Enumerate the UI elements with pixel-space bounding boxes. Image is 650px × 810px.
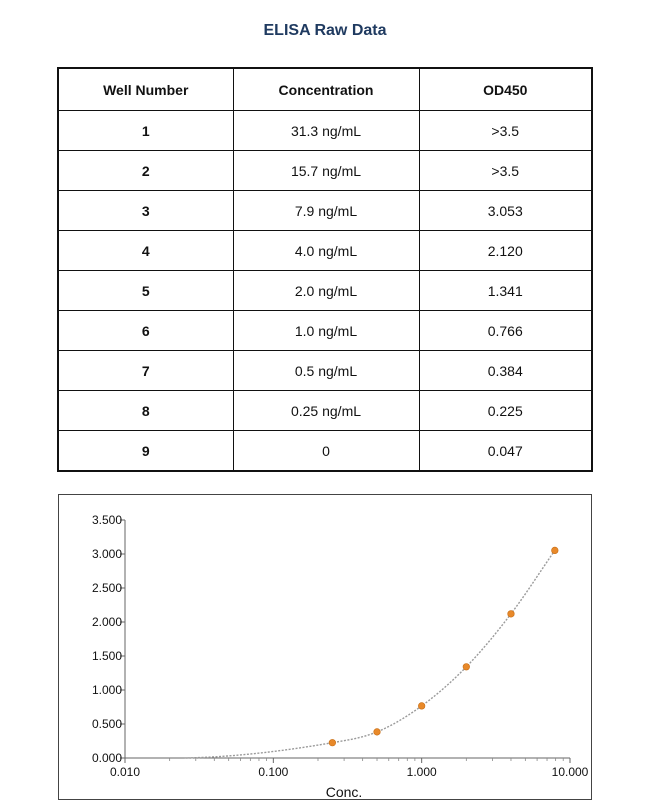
y-tick-label: 2.000 (91, 615, 122, 629)
y-tick-label: 3.000 (91, 547, 122, 561)
od450-cell: 0.047 (419, 431, 592, 472)
data-point (552, 547, 559, 554)
elisa-data-table (57, 67, 593, 472)
well-number-cell: 4 (58, 231, 233, 271)
well-number-cell: 7 (58, 351, 233, 391)
y-tick-label: 0.500 (91, 717, 122, 731)
data-point (463, 664, 470, 671)
od450-cell: 0.384 (419, 351, 592, 391)
fit-curve (184, 550, 555, 758)
od450-cell: 0.225 (419, 391, 592, 431)
standard-curve-chart (58, 494, 592, 800)
well-number-cell: 5 (58, 271, 233, 311)
well-number-cell: 6 (58, 311, 233, 351)
concentration-cell: 4.0 ng/mL (233, 231, 419, 271)
data-point (508, 611, 515, 618)
data-point (374, 729, 381, 736)
table-row (58, 151, 592, 191)
y-tick-label: 3.500 (91, 513, 122, 527)
table-row (58, 111, 592, 151)
well-number-cell: 3 (58, 191, 233, 231)
x-tick-label: 1.000 (406, 765, 437, 779)
table-row (58, 391, 592, 431)
concentration-cell: 31.3 ng/mL (233, 111, 419, 151)
od450-cell: >3.5 (419, 111, 592, 151)
x-tick-label: 10.000 (551, 765, 589, 779)
data-points (329, 547, 558, 746)
chart-axes (92, 513, 589, 779)
x-axis-label: Conc. (325, 784, 363, 799)
x-tick-label: 0.010 (109, 765, 141, 779)
data-point (329, 739, 336, 746)
standard-curve-plot (59, 495, 591, 799)
concentration-cell: 15.7 ng/mL (233, 151, 419, 191)
concentration-cell: 2.0 ng/mL (233, 271, 419, 311)
well-number-cell: 9 (58, 431, 233, 472)
table-row (58, 351, 592, 391)
y-tick-label: 2.500 (91, 581, 122, 595)
table-row (58, 271, 592, 311)
page-title: ELISA Raw Data (263, 22, 387, 39)
y-tick-label: 1.500 (91, 649, 122, 663)
y-tick-label: 0.000 (91, 751, 122, 765)
table-row (58, 231, 592, 271)
well-number-cell: 8 (58, 391, 233, 431)
concentration-cell: 7.9 ng/mL (233, 191, 419, 231)
od450-cell: >3.5 (419, 151, 592, 191)
y-tick-label: 1.000 (91, 683, 122, 697)
data-point (418, 703, 425, 710)
table-row (58, 191, 592, 231)
x-tick-label: 0.100 (258, 765, 289, 779)
header-well-number: Well Number (58, 68, 233, 111)
od450-cell: 0.766 (419, 311, 592, 351)
concentration-cell: 1.0 ng/mL (233, 311, 419, 351)
concentration-cell: 0 (233, 431, 419, 472)
table-header-row (58, 68, 592, 111)
od450-cell: 2.120 (419, 231, 592, 271)
header-od450: OD450 (419, 68, 592, 111)
header-concentration: Concentration (233, 68, 419, 111)
table-row (58, 431, 592, 472)
well-number-cell: 2 (58, 151, 233, 191)
concentration-cell: 0.25 ng/mL (233, 391, 419, 431)
od450-cell: 1.341 (419, 271, 592, 311)
well-number-cell: 1 (58, 111, 233, 151)
table-row (58, 311, 592, 351)
concentration-cell: 0.5 ng/mL (233, 351, 419, 391)
od450-cell: 3.053 (419, 191, 592, 231)
